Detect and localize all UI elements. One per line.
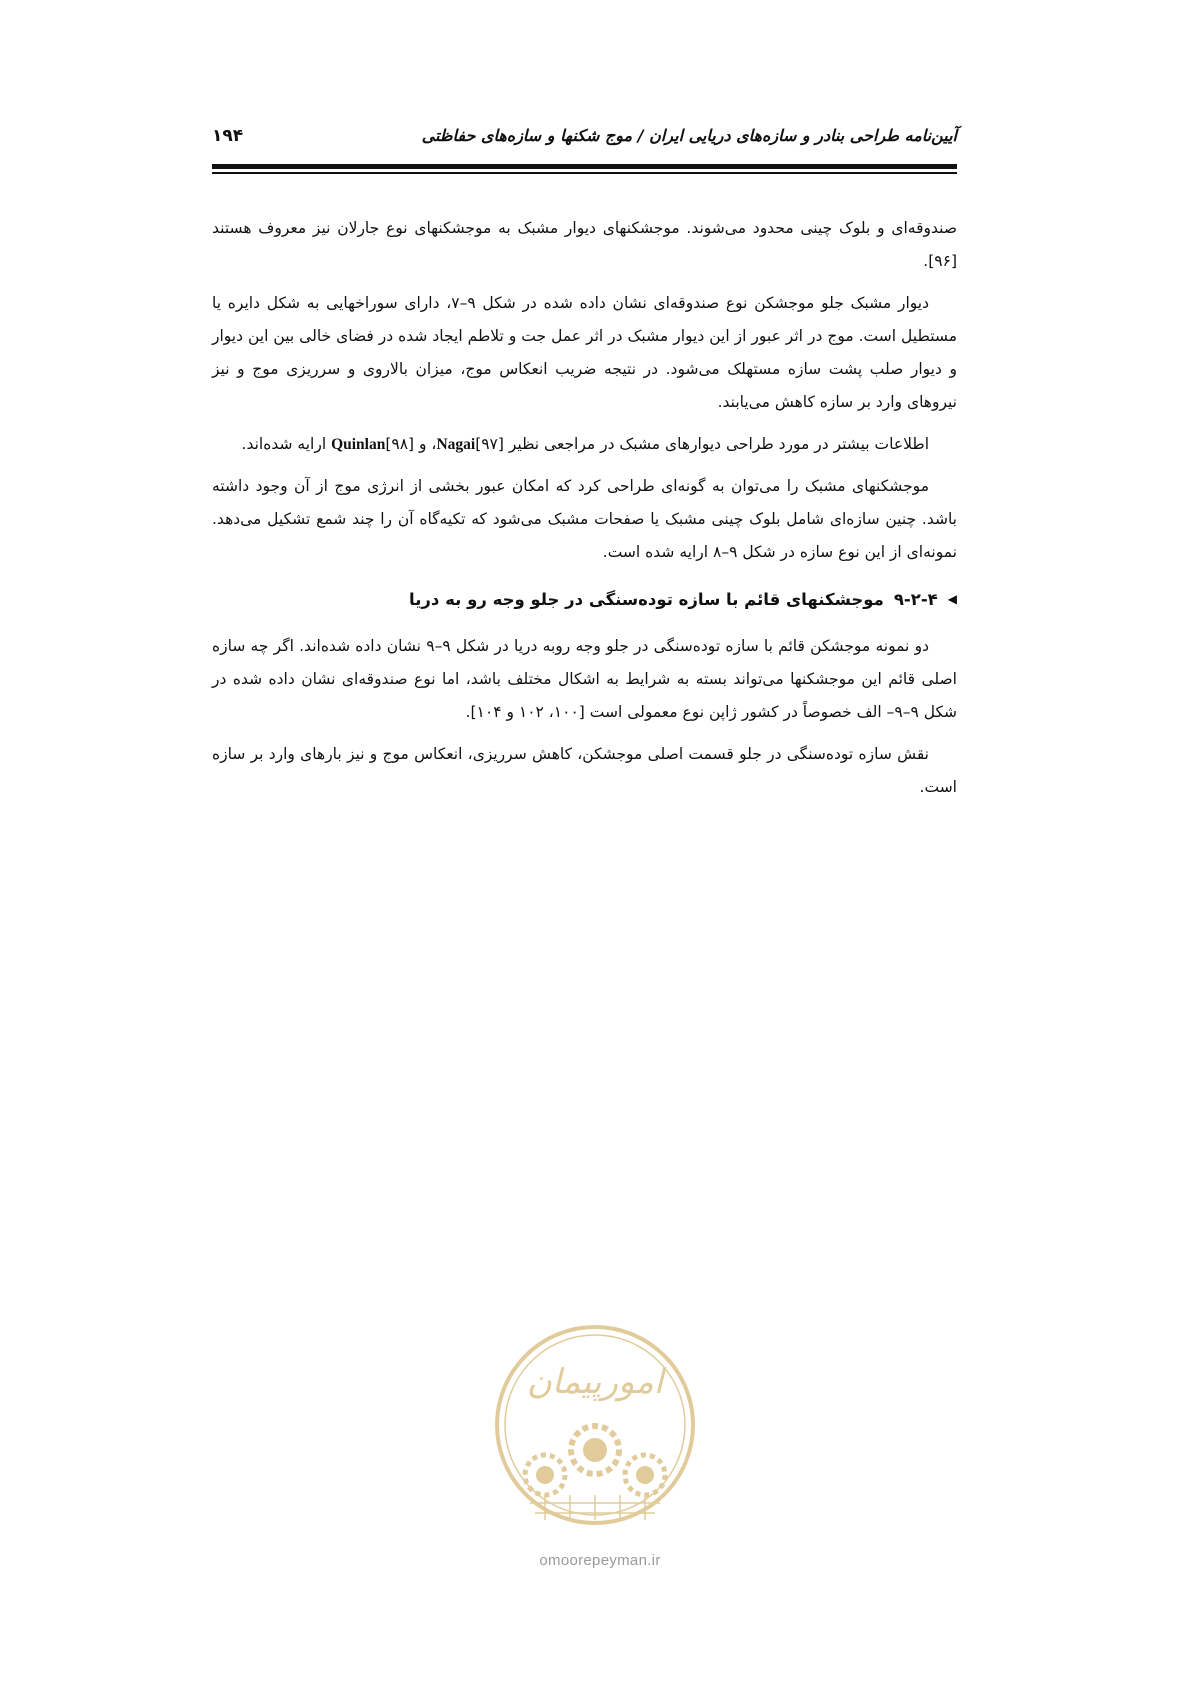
paragraph-1: صندوقه‌ای و بلوک چینی محدود می‌شوند. موجشکنهای دیوار مشبک به موجشکنهای نوع جارلان نیز معروف هستند [۹۶]. (212, 219, 957, 270)
header-rule-thin (212, 172, 957, 174)
triangle-left-icon: ◀ (947, 592, 957, 606)
paragraph-5: دو نمونه موجشکن قائم با سازه توده‌سنگی در جلو وجه روبه دریا در شکل ۹–۹ نشان داده شده‌اند. اگر چه سازه اصلی قائم این موجشکنها می‌تواند بسته به شرایط به اشکال مختلف باشد، اما نوع صندوقه‌ای نشان داده شده در شکل ۹–۹– الف خصوصاً در کشور ژاپن نوع معمولی است [۱۰۰، ۱۰۲ و ۱۰۴]. (212, 637, 957, 721)
watermark-logo-icon (490, 1315, 700, 1555)
paragraph-4: موجشکنهای مشبک را می‌توان به گونه‌ای طراحی کرد که امکان عبور بخشی از انرژی موج از آن وجود داشته باشد. چنین سازه‌ای شامل بلوک چینی مشبک یا صفحات مشبک می‌شود که تکیه‌گاه آن را چند شمع تشکیل می‌دهد. نمونه‌ای از این نوع سازه در شکل ۹–۸ ارایه شده است. (212, 477, 957, 561)
reference-quinlan: Quinlan (331, 436, 386, 453)
header-rule-thick (212, 164, 957, 169)
paragraph-3-text-c: [۹۸] ارایه شده‌اند. (241, 435, 415, 453)
page-header (212, 122, 957, 158)
reference-nagai: Nagai (436, 436, 476, 453)
running-title: آیین‌نامه طراحی بنادر و سازه‌های دریایی ایران / موج شکنها و سازه‌های حفاظتی (421, 126, 957, 145)
watermark-site: omoorepeyman.ir (539, 1552, 661, 1569)
page-number: ۱۹۴ (212, 126, 244, 146)
watermark-logo-text: امورپیمان (526, 1362, 664, 1402)
section-title: موجشکنهای قائم با سازه توده‌سنگی در جلو وجه رو به دریا (409, 590, 884, 609)
paragraph-6: نقش سازه توده‌سنگی در جلو قسمت اصلی موجشکن، کاهش سرریزی، انعکاس موج و نیز بارهای وارد بر سازه است. (212, 745, 957, 796)
page-body (212, 212, 957, 813)
paragraph-3-text-a: اطلاعات بیشتر در مورد طراحی دیوارهای مشبک در مراجعی نظیر (503, 435, 929, 453)
section-number: ۹-۲-۴ (893, 590, 938, 609)
paragraph-3-text-b: [۹۷]، و (414, 435, 504, 453)
section-heading (212, 583, 957, 616)
paragraph-3 (212, 428, 957, 461)
paragraph-2: دیوار مشبک جلو موجشکن نوع صندوقه‌ای نشان داده شده در شکل ۹–۷، دارای سوراخهایی به شکل دایره یا مستطیل است. موج در اثر عبور از این دیوار مشبک در اثر عمل جت و تلاطم ایجاد شده در فضای خالی بین این دیوار و دیوار صلب پشت سازه مستهلک می‌شود. در نتیجه ضریب انعکاس موج، میزان بالاروی و سرریزی موج و نیز نیروهای وارد بر سازه کاهش می‌یابند. (212, 294, 957, 411)
